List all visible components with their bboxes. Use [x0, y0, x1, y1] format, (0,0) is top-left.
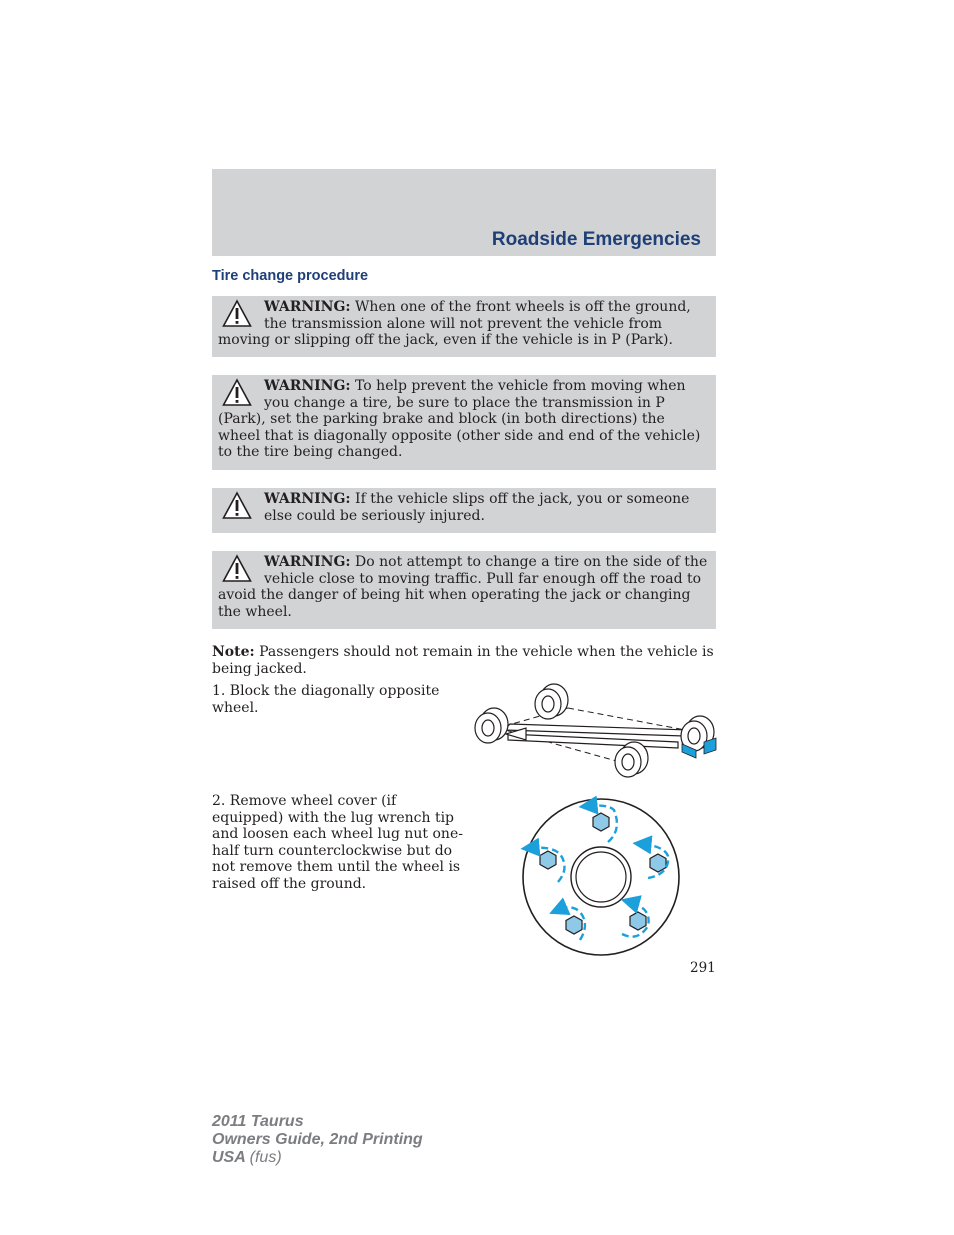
note-label: Note: — [212, 644, 255, 660]
warning-text: If the vehicle slips off the jack, you or someone else could be seriously injured. — [264, 491, 690, 524]
warning-box-3 — [212, 488, 716, 533]
warning-triangle-icon — [222, 378, 252, 408]
section-header-title: Roadside Emergencies — [491, 229, 701, 250]
footer-edition: Owners Guide, 2nd Printing — [212, 1131, 423, 1148]
footer-market: USA (fus) — [212, 1149, 282, 1166]
warning-text: To help prevent the vehicle from moving when you change a tire, be sure to place the transmission in P (Park), set the parking brake and block (in both directions) the wheel that is diagonally opposite (other side and end of the vehicle) to the tire being changed. — [218, 378, 701, 460]
wheel-block-diagram — [468, 680, 720, 784]
page-number: 291 — [690, 960, 716, 976]
warning-triangle-icon — [222, 554, 252, 584]
warning-triangle-icon — [222, 491, 252, 521]
warning-label: WARNING: — [264, 554, 351, 570]
warning-box-4 — [212, 551, 716, 629]
footer — [212, 1113, 423, 1167]
note-paragraph — [212, 644, 716, 677]
header-band — [212, 169, 716, 256]
step-2-text: 2. Remove wheel cover (if equipped) with the lug wrench tip and loosen each wheel lug nut one-half turn counterclockwise but do not remove them until the wheel is raised off the ground. — [212, 793, 463, 892]
lug-nut-diagram — [518, 794, 684, 960]
warning-box-2 — [212, 375, 716, 470]
warning-text: Do not attempt to change a tire on the side of the vehicle close to moving traffic. Pull far enough off the road to avoid the danger of being hit when operating the jack or changing the wheel. — [218, 554, 708, 620]
warning-label: WARNING: — [264, 491, 351, 507]
warning-box-1 — [212, 296, 716, 357]
warning-label: WARNING: — [264, 378, 351, 394]
step-1-text: 1. Block the diagonally opposite wheel. — [212, 683, 440, 716]
warning-label: WARNING: — [264, 299, 351, 315]
footer-model: 2011 Taurus — [212, 1113, 304, 1130]
warning-triangle-icon — [222, 299, 252, 329]
warning-text: When one of the front wheels is off the ground, the transmission alone will not prevent the vehicle from moving or slipping off the jack, even if the vehicle is in P (Park). — [218, 299, 691, 348]
note-text: Passengers should not remain in the vehicle when the vehicle is being jacked. — [212, 644, 714, 677]
procedure-title: Tire change procedure — [212, 268, 369, 284]
